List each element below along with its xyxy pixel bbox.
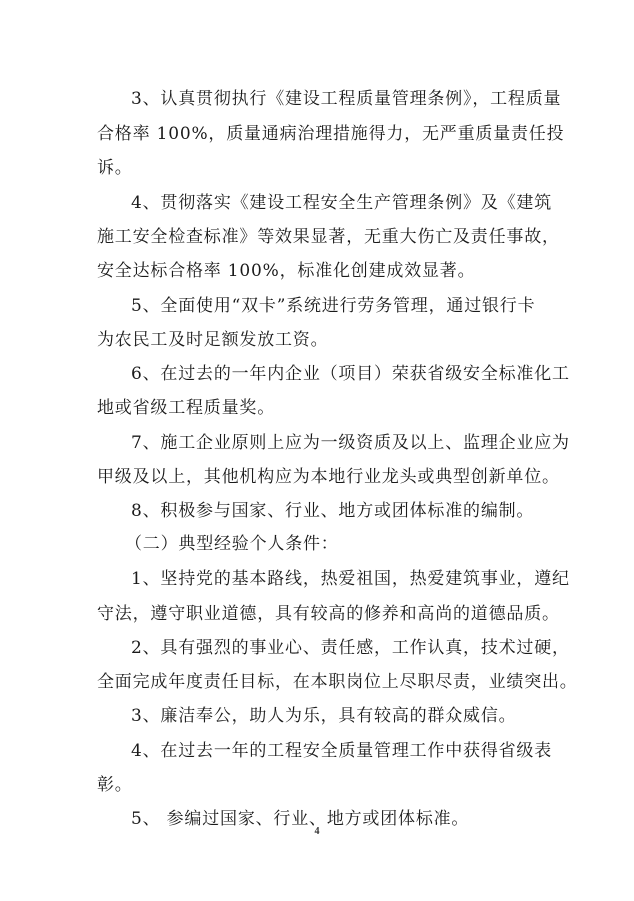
text-line: 3、认真贯彻执行《建设工程质量管理条例》，工程质量 [131,89,562,109]
text-line: 4、贯彻落实《建设工程安全生产管理条例》及《建筑 [131,193,553,213]
text-line: 6、在过去的一年内企业（项目）荣获省级安全标准化工 [131,364,570,384]
section-heading: （二）典型经验个人条件： [125,534,339,554]
text-line: 甲级及以上，其他机构应为本地行业龙头或典型创新单位。 [97,467,560,487]
text-line: 5、 参编过国家、行业、地方或团体标准。 [131,809,470,829]
text-line: 安全达标合格率 100%，标准化创建成效显著。 [97,261,476,281]
text-line: 彰。 [97,775,133,795]
text-line: 8、积极参与国家、行业、地方或团体标准的编制。 [131,501,535,521]
text-line: 为农民工及时足额发放工资。 [97,330,329,350]
text-line: 3、廉洁奉公，助人为乐，具有较高的群众威信。 [131,706,517,726]
text-line: 2、具有强烈的事业心、责任感，工作认真，技术过硬， [131,638,570,658]
page-number: 4 [314,826,320,837]
text-line: 地或省级工程质量奖。 [97,398,275,418]
text-line: 1、坚持党的基本路线，热爱祖国，热爱建筑事业，遵纪 [131,569,570,589]
text-line: 全面完成年度责任目标，在本职岗位上尽职尽责，业绩突出。 [97,672,578,692]
text-line: 5、全面使用“双卡”系统进行劳务管理，通过银行卡 [131,296,536,316]
text-line: 7、施工企业原则上应为一级资质及以上、监理企业应为 [131,433,570,453]
text-line: 施工安全检查标准》等效果显著，无重大伤亡及责任事故， [97,227,560,247]
text-line: 诉。 [97,158,133,178]
text-line: 合格率 100%，质量通病治理措施得力，无严重质量责任投 [97,124,565,144]
text-line: 4、在过去一年的工程安全质量管理工作中获得省级表 [131,741,553,761]
text-line: 守法，遵守职业道德，具有较高的修养和高尚的道德品质。 [97,604,560,624]
